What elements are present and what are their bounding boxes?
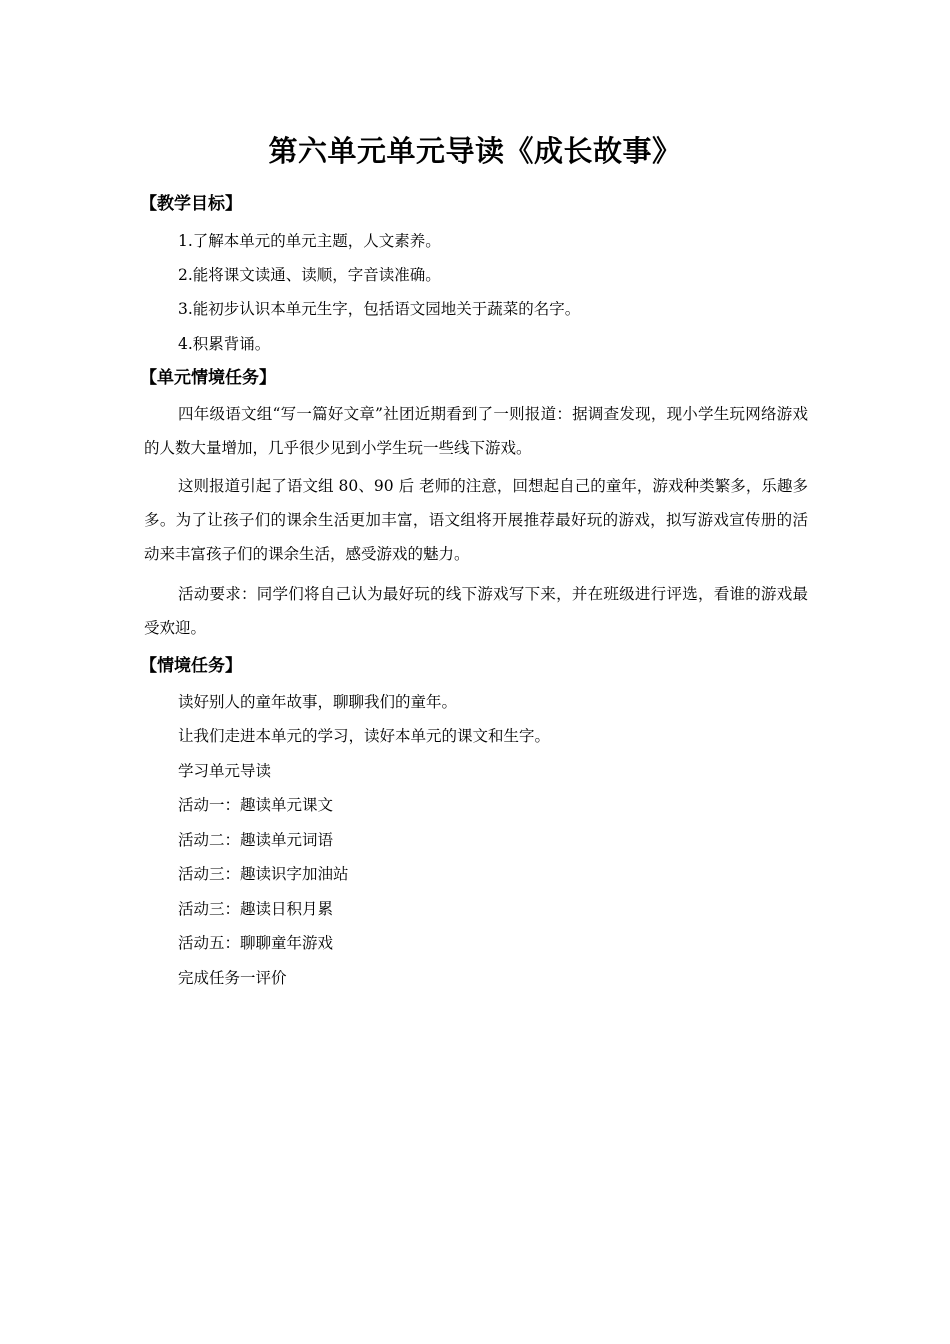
goal-item: 2.能将课文读通、读顺，字音读准确。 (178, 266, 441, 284)
goal-item: 4.积累背诵。 (178, 335, 271, 353)
section-heading-goals: 【教学目标】 (140, 194, 242, 214)
page-title: 第六单元单元导读《成长故事》 (268, 134, 682, 168)
situation-task-item: 活动二：趣读单元词语 (178, 831, 334, 849)
situation-task-item: 活动三：趣读日积月累 (178, 900, 334, 918)
section-heading-unit-task: 【单元情境任务】 (140, 368, 276, 388)
unit-task-paragraph: 这则报道引起了语文组 80、90 后 老师的注意，回想起自己的童年，游戏种类繁多，乐趣多多。为了让孩子们的课余生活更加丰富，语文组将开展推荐最好玩的游戏，拟写游戏宣传册的活动来丰富孩子们的课余生活，感受游戏的魅力。 (144, 477, 808, 563)
situation-task-item: 读好别人的童年故事，聊聊我们的童年。 (178, 693, 458, 711)
unit-task-paragraph: 四年级语文组“写一篇好文章”社团近期看到了一则报道：据调查发现，现小学生玩网络游戏的人数大量增加，几乎很少见到小学生玩一些线下游戏。 (144, 405, 808, 457)
situation-task-item: 让我们走进本单元的学习，读好本单元的课文和生字。 (178, 727, 551, 745)
goal-item: 3.能初步认识本单元生字，包括语文园地关于蔬菜的名字。 (178, 300, 581, 318)
unit-task-paragraph: 活动要求：同学们将自己认为最好玩的线下游戏写下来，并在班级进行评选，看谁的游戏最受欢迎。 (144, 585, 808, 637)
section-heading-situation-task: 【情境任务】 (140, 656, 242, 676)
situation-task-item: 活动五：聊聊童年游戏 (178, 934, 334, 952)
situation-task-item: 完成任务一评价 (178, 969, 287, 987)
situation-task-item: 学习单元导读 (178, 762, 272, 780)
situation-task-item: 活动三：趣读识字加油站 (178, 865, 349, 883)
situation-task-item: 活动一：趣读单元课文 (178, 796, 334, 814)
goal-item: 1.了解本单元的单元主题，人文素养。 (178, 232, 441, 250)
